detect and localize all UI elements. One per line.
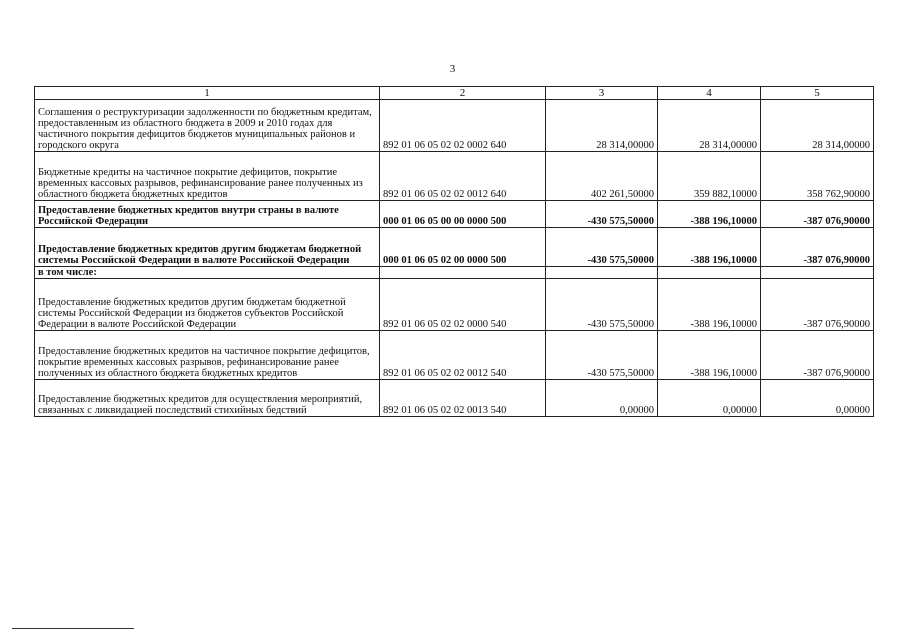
row-value-col4: -388 196,10000: [658, 201, 761, 228]
footer-rule: [12, 628, 134, 629]
row-value-col5: 358 762,90000: [761, 152, 874, 201]
row-value-col3: 402 261,50000: [546, 152, 658, 201]
row-value-col3: -430 575,50000: [546, 228, 658, 267]
row-value-col5: -387 076,90000: [761, 331, 874, 380]
budget-table: [34, 86, 874, 417]
table-row: [35, 201, 874, 228]
column-header-5: 5: [761, 87, 874, 100]
table-row: [35, 267, 874, 279]
row-code-cell: [380, 267, 546, 279]
table-row: [35, 380, 874, 417]
row-name-cell: Предоставление бюджетных кредитов внутри страны в валюте Российской Федерации: [35, 201, 380, 228]
row-value-col4: -388 196,10000: [658, 228, 761, 267]
row-name-cell: Соглашения о реструктуризации задолженности по бюджетным кредитам, предоставленным из областного бюджета в 2009 и 2010 годах для частичного покрытия дефицитов бюджетов муниципальных районов и городского округа: [35, 100, 380, 152]
table-header-row: [35, 87, 874, 100]
table-row: [35, 279, 874, 331]
row-name-cell: Предоставление бюджетных кредитов на частичное покрытие дефицитов, покрытие временных кассовых разрывов, рефинансирование ранее полученных из областного бюджета бюджетных кредитов: [35, 331, 380, 380]
page-number: 3: [449, 63, 456, 75]
table-row: [35, 100, 874, 152]
table-row: [35, 152, 874, 201]
row-code-cell: 892 01 06 05 02 02 0012 640: [380, 152, 546, 201]
row-value-col3: 28 314,00000: [546, 100, 658, 152]
row-code-cell: 892 01 06 05 02 02 0002 640: [380, 100, 546, 152]
row-value-col4: [658, 267, 761, 279]
row-value-col3: -430 575,50000: [546, 331, 658, 380]
row-value-col5: -387 076,90000: [761, 279, 874, 331]
column-header-2: 2: [380, 87, 546, 100]
row-name-cell: Бюджетные кредиты на частичное покрытие дефицитов, покрытие временных кассовых разрывов, рефинансирование ранее полученных из областного бюджета бюджетных кредитов: [35, 152, 380, 201]
row-code-cell: 892 01 06 05 02 02 0012 540: [380, 331, 546, 380]
column-header-4: 4: [658, 87, 761, 100]
row-value-col5: 28 314,00000: [761, 100, 874, 152]
row-name-cell: в том числе:: [35, 267, 380, 279]
row-name-cell: Предоставление бюджетных кредитов другим бюджетам бюджетной системы Российской Федерации в валюте Российской Федерации: [35, 228, 380, 267]
row-value-col3: -430 575,50000: [546, 279, 658, 331]
row-value-col4: 28 314,00000: [658, 100, 761, 152]
row-value-col3: 0,00000: [546, 380, 658, 417]
row-code-cell: 000 01 06 05 02 00 0000 500: [380, 228, 546, 267]
row-value-col4: 0,00000: [658, 380, 761, 417]
table-row: [35, 228, 874, 267]
row-value-col3: [546, 267, 658, 279]
column-header-3: 3: [546, 87, 658, 100]
row-value-col4: 359 882,10000: [658, 152, 761, 201]
row-value-col5: -387 076,90000: [761, 201, 874, 228]
row-value-col4: -388 196,10000: [658, 331, 761, 380]
column-header-1: 1: [35, 87, 380, 100]
row-name-cell: Предоставление бюджетных кредитов для осуществления мероприятий, связанных с ликвидацией последствий стихийных бедствий: [35, 380, 380, 417]
row-value-col5: [761, 267, 874, 279]
row-value-col3: -430 575,50000: [546, 201, 658, 228]
row-code-cell: 892 01 06 05 02 02 0013 540: [380, 380, 546, 417]
row-value-col4: -388 196,10000: [658, 279, 761, 331]
row-code-cell: 892 01 06 05 02 02 0000 540: [380, 279, 546, 331]
table-row: [35, 331, 874, 380]
row-value-col5: 0,00000: [761, 380, 874, 417]
row-value-col5: -387 076,90000: [761, 228, 874, 267]
row-code-cell: 000 01 06 05 00 00 0000 500: [380, 201, 546, 228]
row-name-cell: Предоставление бюджетных кредитов другим бюджетам бюджетной системы Российской Федерации из бюджетов субъектов Российской Федерации в валюте Российской Федерации: [35, 279, 380, 331]
